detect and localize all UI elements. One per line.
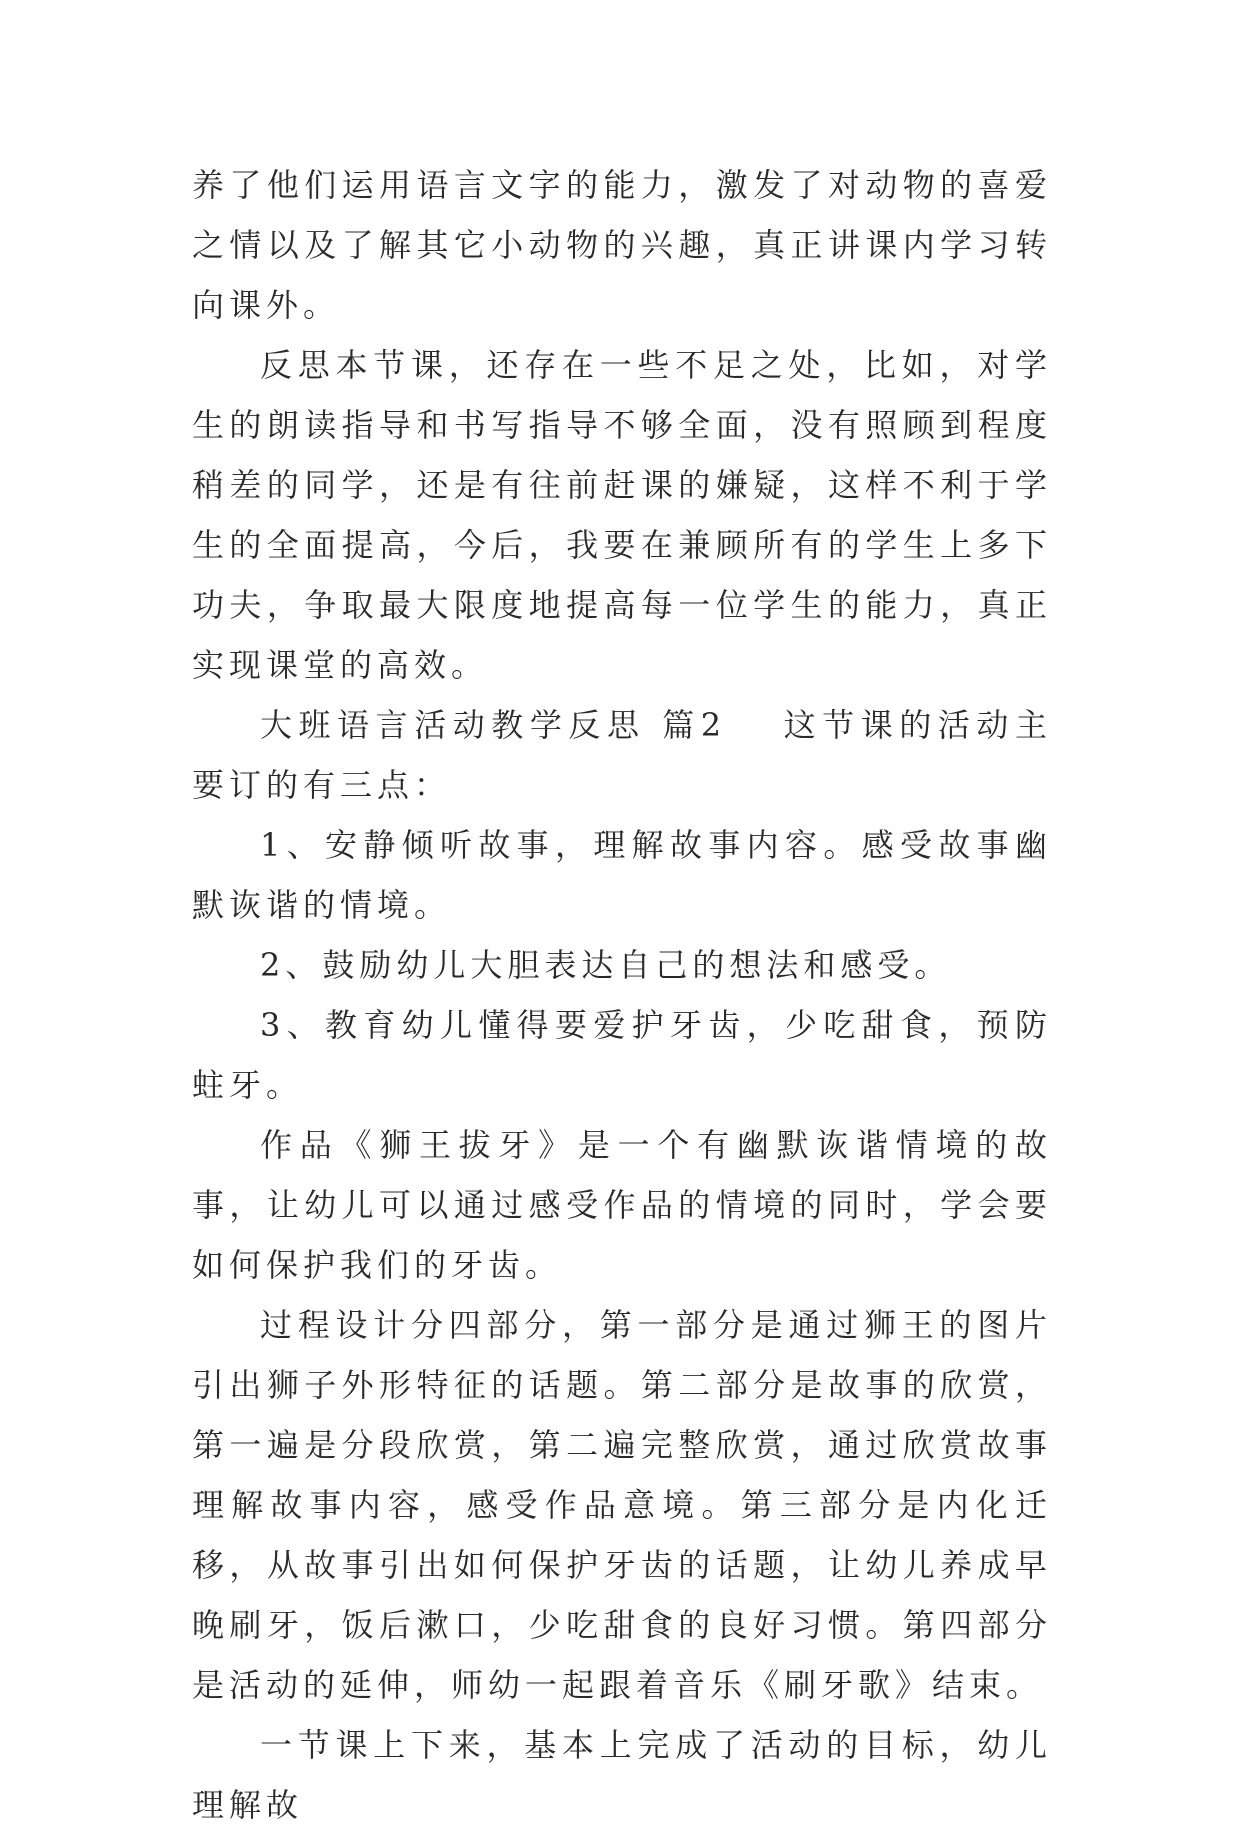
paragraph-reflection: 反思本节课，还存在一些不足之处，比如，对学生的朗读指导和书写指导不够全面，没有照顾到程度稍差的同学，还是有往前赶课的嫌疑，这样不利于学生的全面提高，今后，我要在兼顾所有的学生上多下功夫，争取最大限度地提高每一位学生的能力，真正实现课堂的高效。	[192, 346, 1052, 684]
paragraph-continuation: 养了他们运用语言文字的能力，激发了对动物的喜爱之情以及了解其它小动物的兴趣，真正讲课内学习转向课外。	[192, 166, 1052, 324]
paragraph-story: 作品《狮王拔牙》是一个有幽默诙谐情境的故事，让幼儿可以通过感受作品的情境的同时，学会要如何保护我们的牙齿。	[192, 1126, 1052, 1284]
section-intro: 这节课的活动主要订的有三点：	[192, 706, 1052, 804]
document-page	[192, 155, 1052, 1835]
section-heading-paragraph	[192, 695, 1052, 815]
goal-item-3: 3、教育幼儿懂得要爱护牙齿，少吃甜食，预防蛀牙。	[192, 1006, 1052, 1104]
goal-item-2: 2、鼓励幼儿大胆表达自己的想法和感受。	[260, 946, 952, 984]
goal-item-1: 1、安静倾听故事，理解故事内容。感受故事幽默诙谐的情境。	[192, 826, 1052, 924]
paragraph-summary: 一节课上下来，基本上完成了活动的目标，幼儿理解故	[192, 1726, 1052, 1824]
paragraph-process: 过程设计分四部分，第一部分是通过狮王的图片引出狮子外形特征的话题。第二部分是故事的欣赏，第一遍是分段欣赏，第二遍完整欣赏，通过欣赏故事理解故事内容，感受作品意境。第三部分是内化迁移，从故事引出如何保护牙齿的话题，让幼儿养成早晚刷牙，饭后漱口，少吃甜食的良好习惯。第四部分是活动的延伸，师幼一起跟着音乐《刷牙歌》结束。	[192, 1306, 1052, 1704]
section-heading: 大班语言活动教学反思 篇2	[260, 706, 727, 744]
